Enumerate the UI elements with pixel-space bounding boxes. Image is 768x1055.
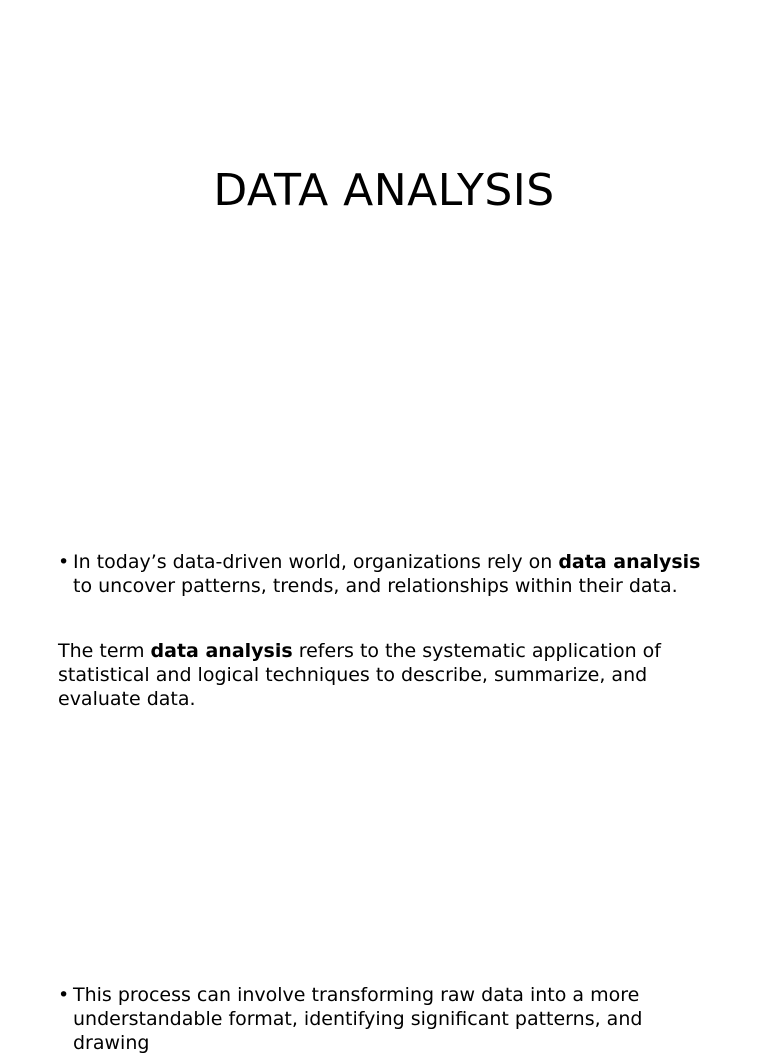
bullet-2-text: This process can involve transforming raw data into a more understandable format, identifying significant patterns, and drawing <box>73 984 643 1054</box>
bullet-1-text-end: to uncover patterns, trends, and relationships within their data. <box>73 575 678 597</box>
bullet-1-bold-term: data analysis <box>558 551 701 573</box>
bullet-marker: • <box>58 551 70 573</box>
bullet-item-2 <box>58 983 708 1055</box>
para-text-start: The term <box>58 640 151 662</box>
definition-paragraph <box>58 639 718 711</box>
bullet-item-1 <box>58 550 708 598</box>
para-bold-term: data analysis <box>150 640 293 662</box>
slide-title: DATA ANALYSIS <box>213 165 555 216</box>
bullet-marker: • <box>58 984 70 1006</box>
para-text-end: refers to the systematic application of statistical and logical techniques to describe, summarize, and evaluate data. <box>58 640 661 710</box>
bullet-1-text-start: In today’s data-driven world, organizations rely on <box>73 551 559 573</box>
